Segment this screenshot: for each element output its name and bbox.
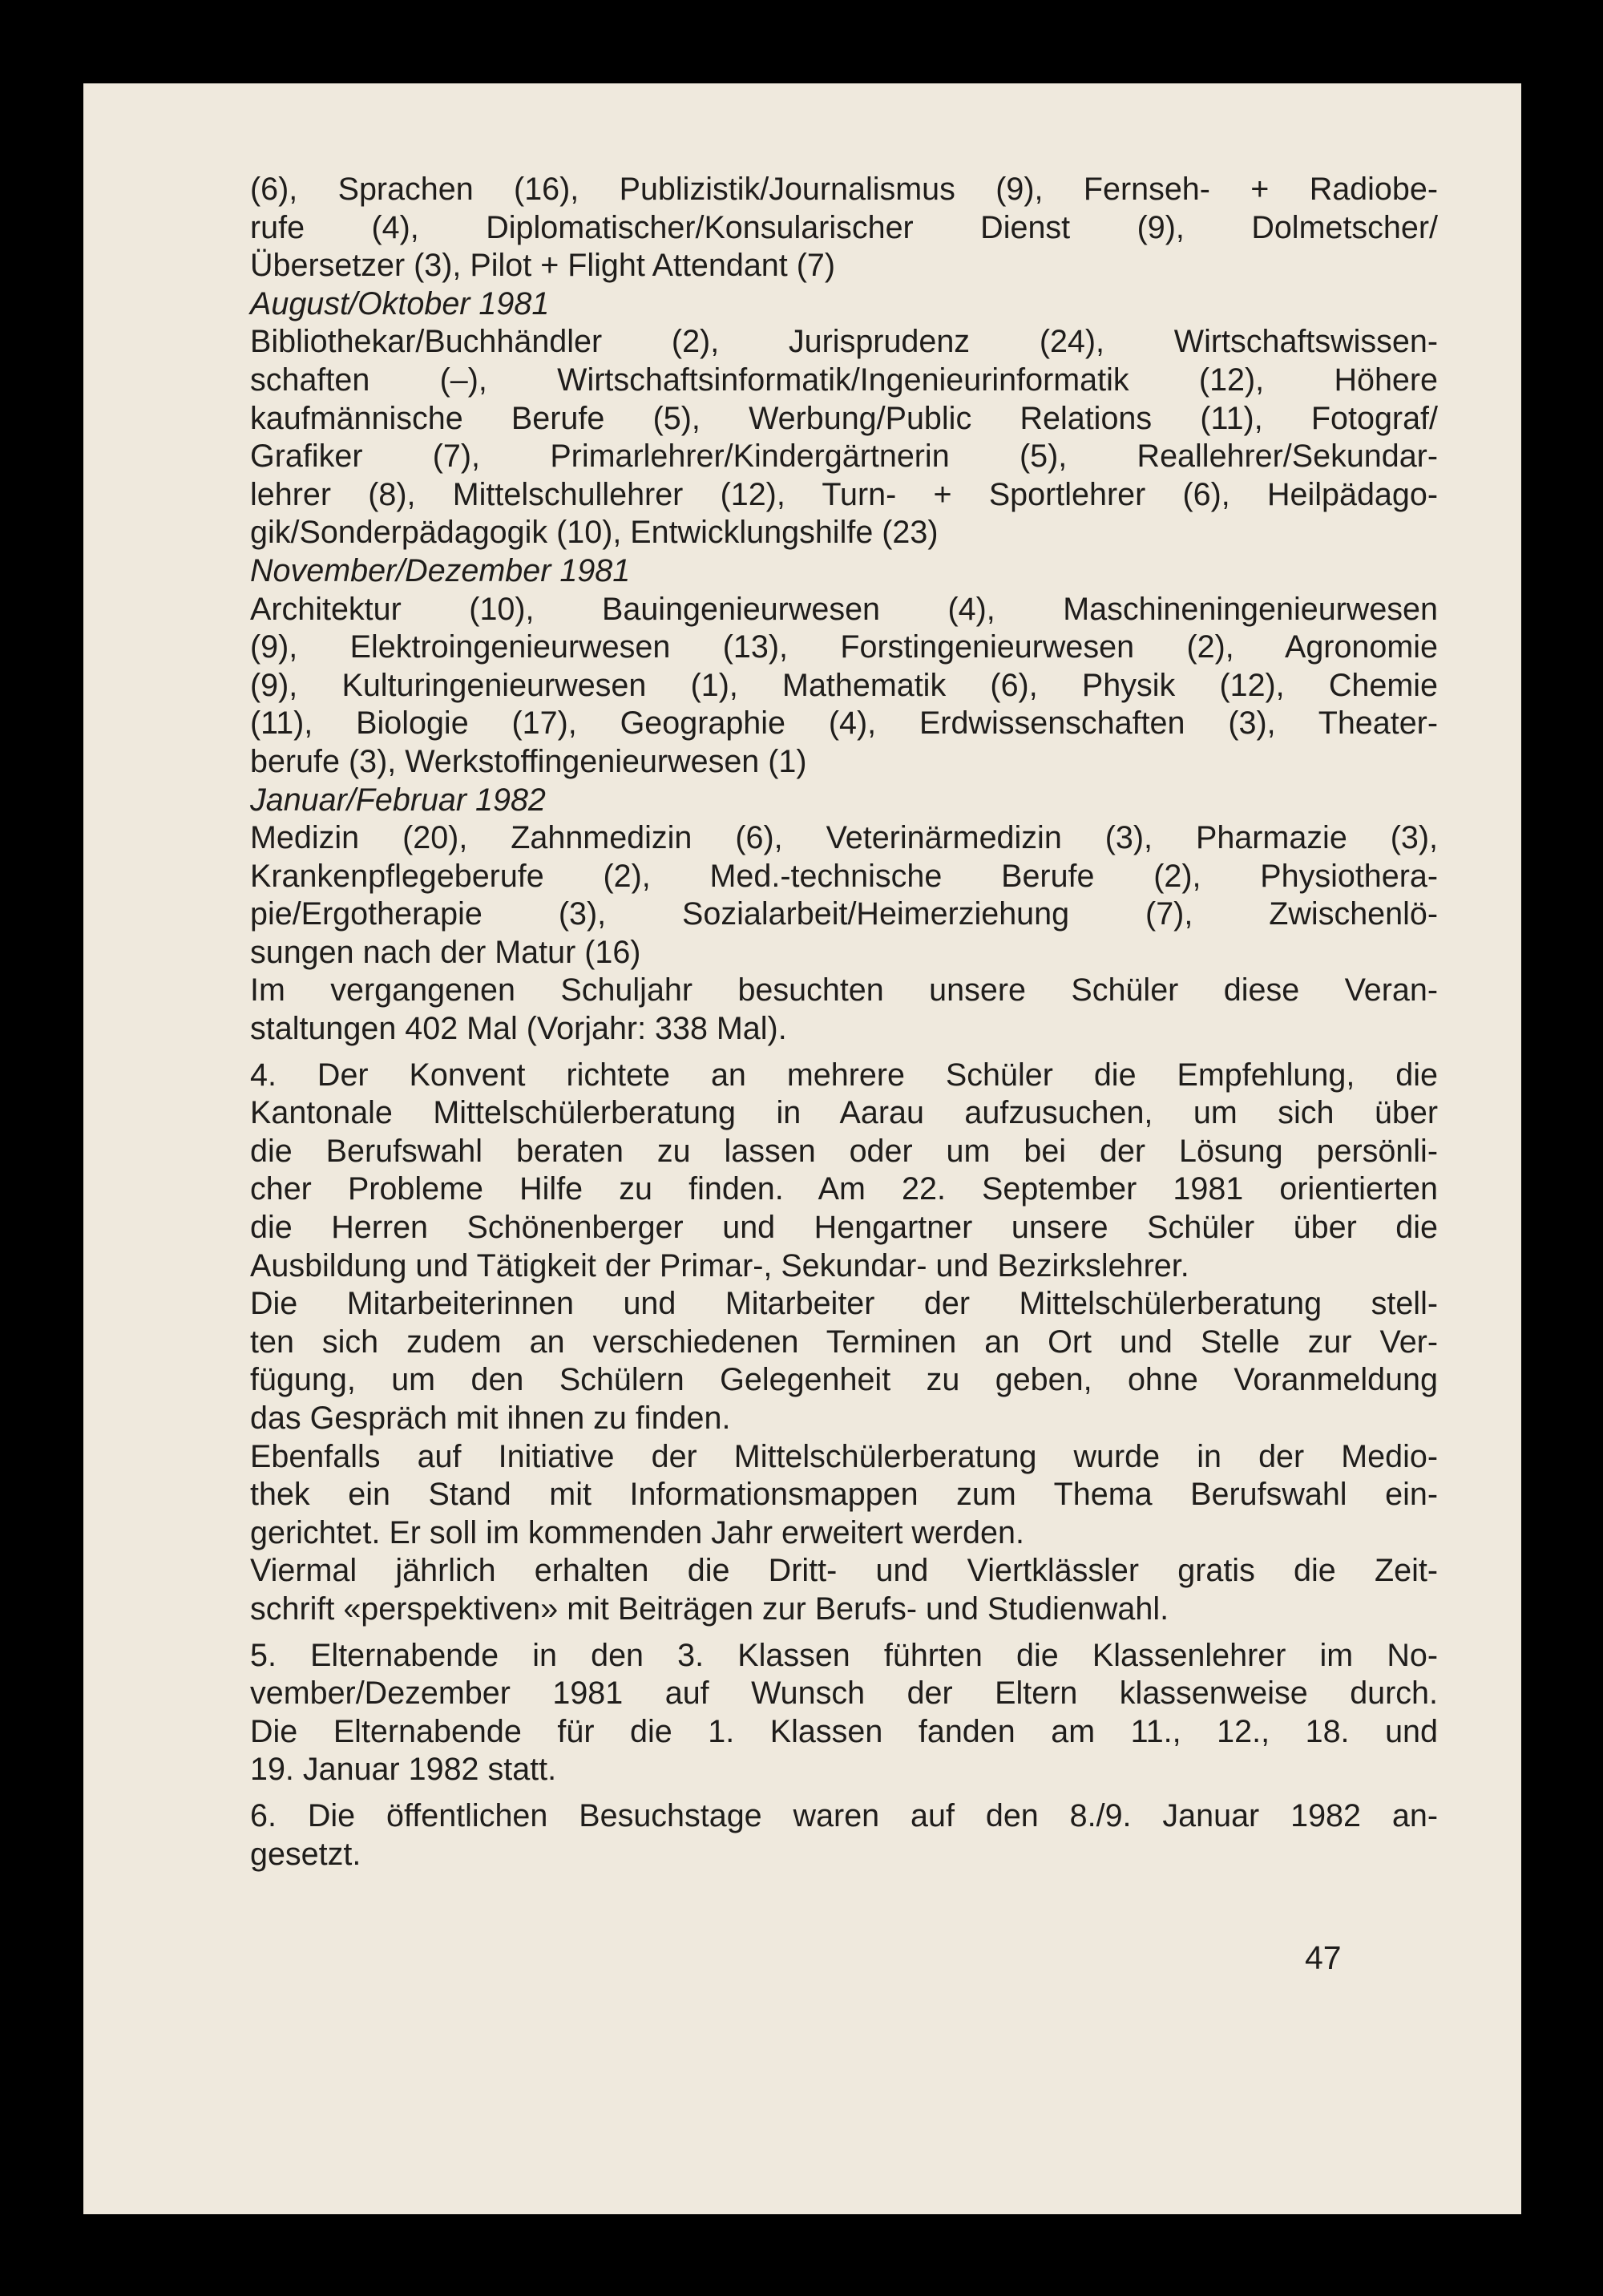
text-line: Übersetzer (3), Pilot + Flight Attendant (7) bbox=[250, 248, 835, 284]
text-line: 19. Januar 1982 statt. bbox=[250, 1752, 557, 1788]
text-line: die Berufswahl beraten zu lassen oder um bei der Lösung persönli- bbox=[250, 1133, 1438, 1169]
text-line: ten sich zudem an verschiedenen Terminen an Ort und Stelle zur Ver- bbox=[250, 1324, 1438, 1360]
text-line: Bibliothekar/Buchhändler (2), Jurisprudenz (24), Wirtschaftswissen- bbox=[250, 324, 1438, 360]
text-line: schrift «perspektiven» mit Beiträgen zur Berufs- und Studienwahl. bbox=[250, 1591, 1169, 1627]
text-line: (9), Elektroingenieurwesen (13), Forstingenieurwesen (2), Agronomie bbox=[250, 629, 1438, 665]
paragraph-4-start: 4. Der Konvent richtete an mehrere Schüler die Empfehlung, die bbox=[250, 1057, 1438, 1093]
text-line: (6), Sprachen (16), Publizistik/Journalismus (9), Fernseh- + Radiobe- bbox=[250, 172, 1438, 207]
page-body-text bbox=[250, 171, 1438, 1874]
text-line: Architektur (10), Bauingenieurwesen (4), Maschineningenieurwesen bbox=[250, 591, 1438, 627]
paragraph-6-start: 6. Die öffentlichen Besuchstage waren auf den 8./9. Januar 1982 an- bbox=[250, 1797, 1438, 1833]
text-line: lehrer (8), Mittelschullehrer (12), Turn- + Sportlehrer (6), Heilpädago- bbox=[250, 476, 1438, 512]
section-heading-januar-februar: Januar/Februar 1982 bbox=[250, 782, 546, 818]
text-line: das Gespräch mit ihnen zu finden. bbox=[250, 1401, 731, 1436]
text-line: Die Elternabende für die 1. Klassen fanden am 11., 12., 18. und bbox=[250, 1713, 1438, 1749]
text-line: Im vergangenen Schuljahr besuchten unsere Schüler diese Veran- bbox=[250, 972, 1438, 1009]
text-line: rufe (4), Diplomatischer/Konsularischer Dienst (9), Dolmetscher/ bbox=[250, 209, 1438, 245]
text-line: Krankenpflegeberufe (2), Med.-technische Berufe (2), Physiothera- bbox=[250, 858, 1438, 894]
text-line: berufe (3), Werkstoffingenieurwesen (1) bbox=[250, 743, 807, 779]
text-line: gesetzt. bbox=[250, 1836, 361, 1872]
text-line: (11), Biologie (17), Geographie (4), Erdwissenschaften (3), Theater- bbox=[250, 705, 1438, 742]
text-line: vember/Dezember 1981 auf Wunsch der Eltern klassenweise durch. bbox=[250, 1676, 1438, 1712]
section-heading-august-oktober: August/Oktober 1981 bbox=[250, 285, 550, 321]
text-line: die Herren Schönenberger und Hengartner unsere Schüler über die bbox=[250, 1210, 1438, 1246]
text-line: staltungen 402 Mal (Vorjahr: 338 Mal). bbox=[250, 1011, 787, 1047]
text-line: schaften (–), Wirtschaftsinformatik/Ingenieurinformatik (12), Höhere bbox=[250, 362, 1438, 398]
paragraph-5-start: 5. Elternabende in den 3. Klassen führten die Klassenlehrer im No- bbox=[250, 1637, 1438, 1673]
text-line: thek ein Stand mit Informationsmappen zum Thema Berufswahl ein- bbox=[250, 1477, 1438, 1513]
section-heading-november-dezember: November/Dezember 1981 bbox=[250, 552, 631, 588]
text-line: Grafiker (7), Primarlehrer/Kindergärtnerin (5), Reallehrer/Sekundar- bbox=[250, 439, 1438, 475]
text-line: cher Probleme Hilfe zu finden. Am 22. September 1981 orientierten bbox=[250, 1171, 1438, 1207]
text-line: (9), Kulturingenieurwesen (1), Mathematik (6), Physik (12), Chemie bbox=[250, 667, 1438, 703]
text-line: sungen nach der Matur (16) bbox=[250, 934, 641, 970]
text-line: Medizin (20), Zahnmedizin (6), Veterinärmedizin (3), Pharmazie (3), bbox=[250, 820, 1438, 856]
text-line: Ausbildung und Tätigkeit der Primar-, Sekundar- und Bezirkslehrer. bbox=[250, 1247, 1189, 1283]
text-line: Viermal jährlich erhalten die Dritt- und Viertklässler gratis die Zeit- bbox=[250, 1553, 1438, 1589]
text-line: kaufmännische Berufe (5), Werbung/Public Relations (11), Fotograf/ bbox=[250, 400, 1438, 436]
text-line: pie/Ergotherapie (3), Sozialarbeit/Heimerziehung (7), Zwischenlö- bbox=[250, 896, 1438, 932]
text-line: Kantonale Mittelschülerberatung in Aarau aufzusuchen, um sich über bbox=[250, 1095, 1438, 1131]
text-line: gerichtet. Er soll im kommenden Jahr erweitert werden. bbox=[250, 1514, 1024, 1550]
text-line: Die Mitarbeiterinnen und Mitarbeiter der Mittelschülerberatung stell- bbox=[250, 1286, 1438, 1322]
text-line: fügung, um den Schülern Gelegenheit zu geben, ohne Voranmeldung bbox=[250, 1362, 1438, 1398]
page-number: 47 bbox=[1305, 1939, 1342, 1976]
text-line: Ebenfalls auf Initiative der Mittelschülerberatung wurde in der Medio- bbox=[250, 1438, 1438, 1474]
text-line: gik/Sonderpädagogik (10), Entwicklungshilfe (23) bbox=[250, 515, 939, 551]
